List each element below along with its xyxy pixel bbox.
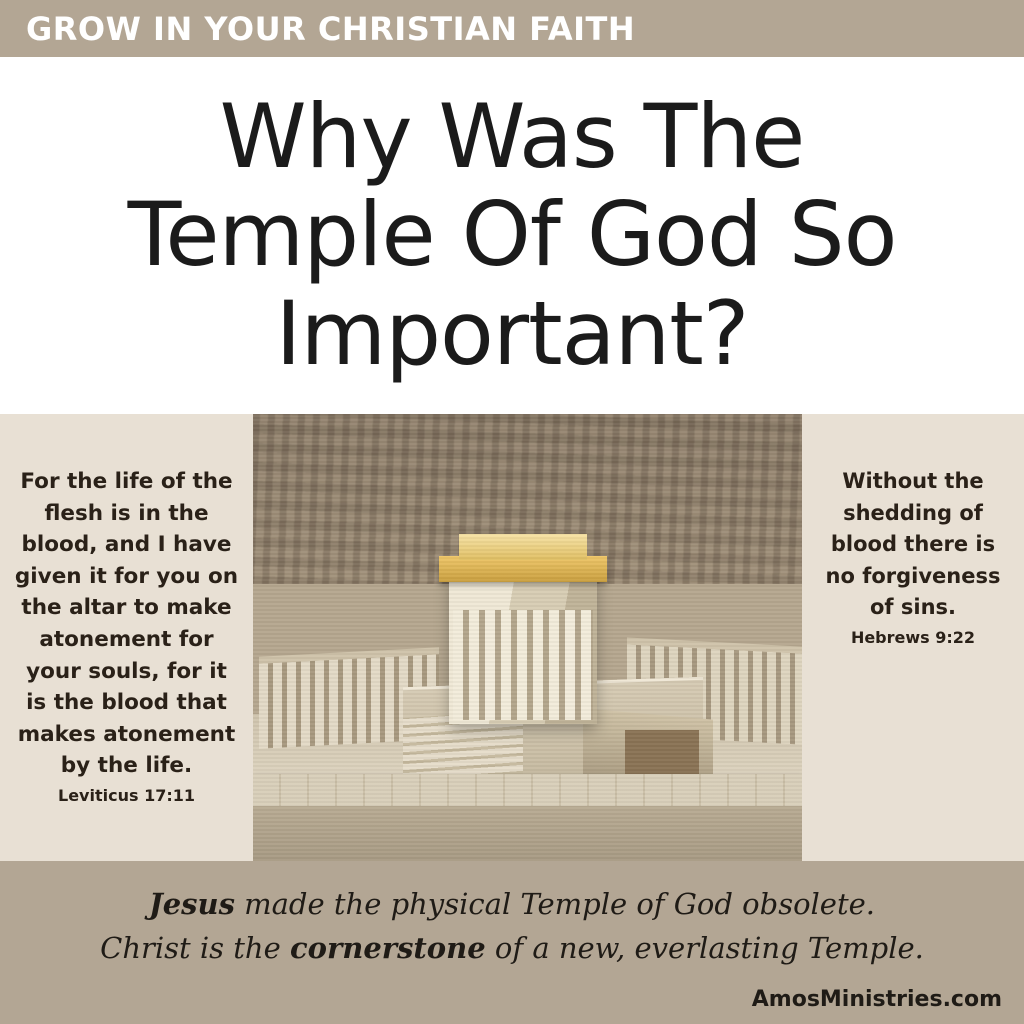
image-annex-roof	[625, 730, 699, 776]
headline-line-1: Why Was The	[219, 84, 805, 188]
top-banner	[0, 0, 1024, 57]
left-verse-panel	[0, 414, 253, 861]
left-verse-reference: Leviticus 17:11	[58, 785, 195, 805]
image-foreground-ground	[253, 806, 802, 861]
footer-line-2	[0, 927, 1024, 971]
headline-area	[0, 57, 1024, 414]
footer-line-1-rest: made the physical Temple of God obsolete.	[234, 887, 876, 921]
image-temple-columns	[453, 610, 593, 720]
middle-band	[0, 414, 1024, 861]
right-verse-reference: Hebrews 9:22	[850, 627, 976, 647]
page-title	[127, 84, 897, 385]
image-retaining-wall	[253, 774, 802, 808]
website-credit[interactable]: AmosMinistries.com	[751, 987, 1002, 1012]
footer-line-2-pre: Christ is the	[100, 930, 290, 965]
right-verse-panel	[802, 414, 1024, 861]
image-temple-upper-story	[459, 534, 587, 560]
temple-model-image	[253, 414, 802, 861]
footer-line-1	[0, 883, 1024, 927]
headline-line-2: Temple Of God So	[127, 183, 897, 287]
footer-line-2-post: of a new, everlasting Temple.	[485, 930, 924, 965]
footer-band	[0, 861, 1024, 1024]
footer-line-1-emphasis: Jesus	[148, 887, 235, 921]
banner-text: GROW IN YOUR CHRISTIAN FAITH	[26, 9, 636, 48]
headline-line-3: Important?	[275, 281, 749, 385]
left-verse-text: For the life of the flesh is in the blood, and I have given it for you on the altar to make atonement for your souls, for it is the blood that makes atonement by the life.	[14, 469, 239, 779]
right-verse-text: Without the shedding of blood there is no forgiveness of sins.	[825, 469, 1001, 619]
footer-line-2-emphasis: cornerstone	[289, 930, 486, 965]
